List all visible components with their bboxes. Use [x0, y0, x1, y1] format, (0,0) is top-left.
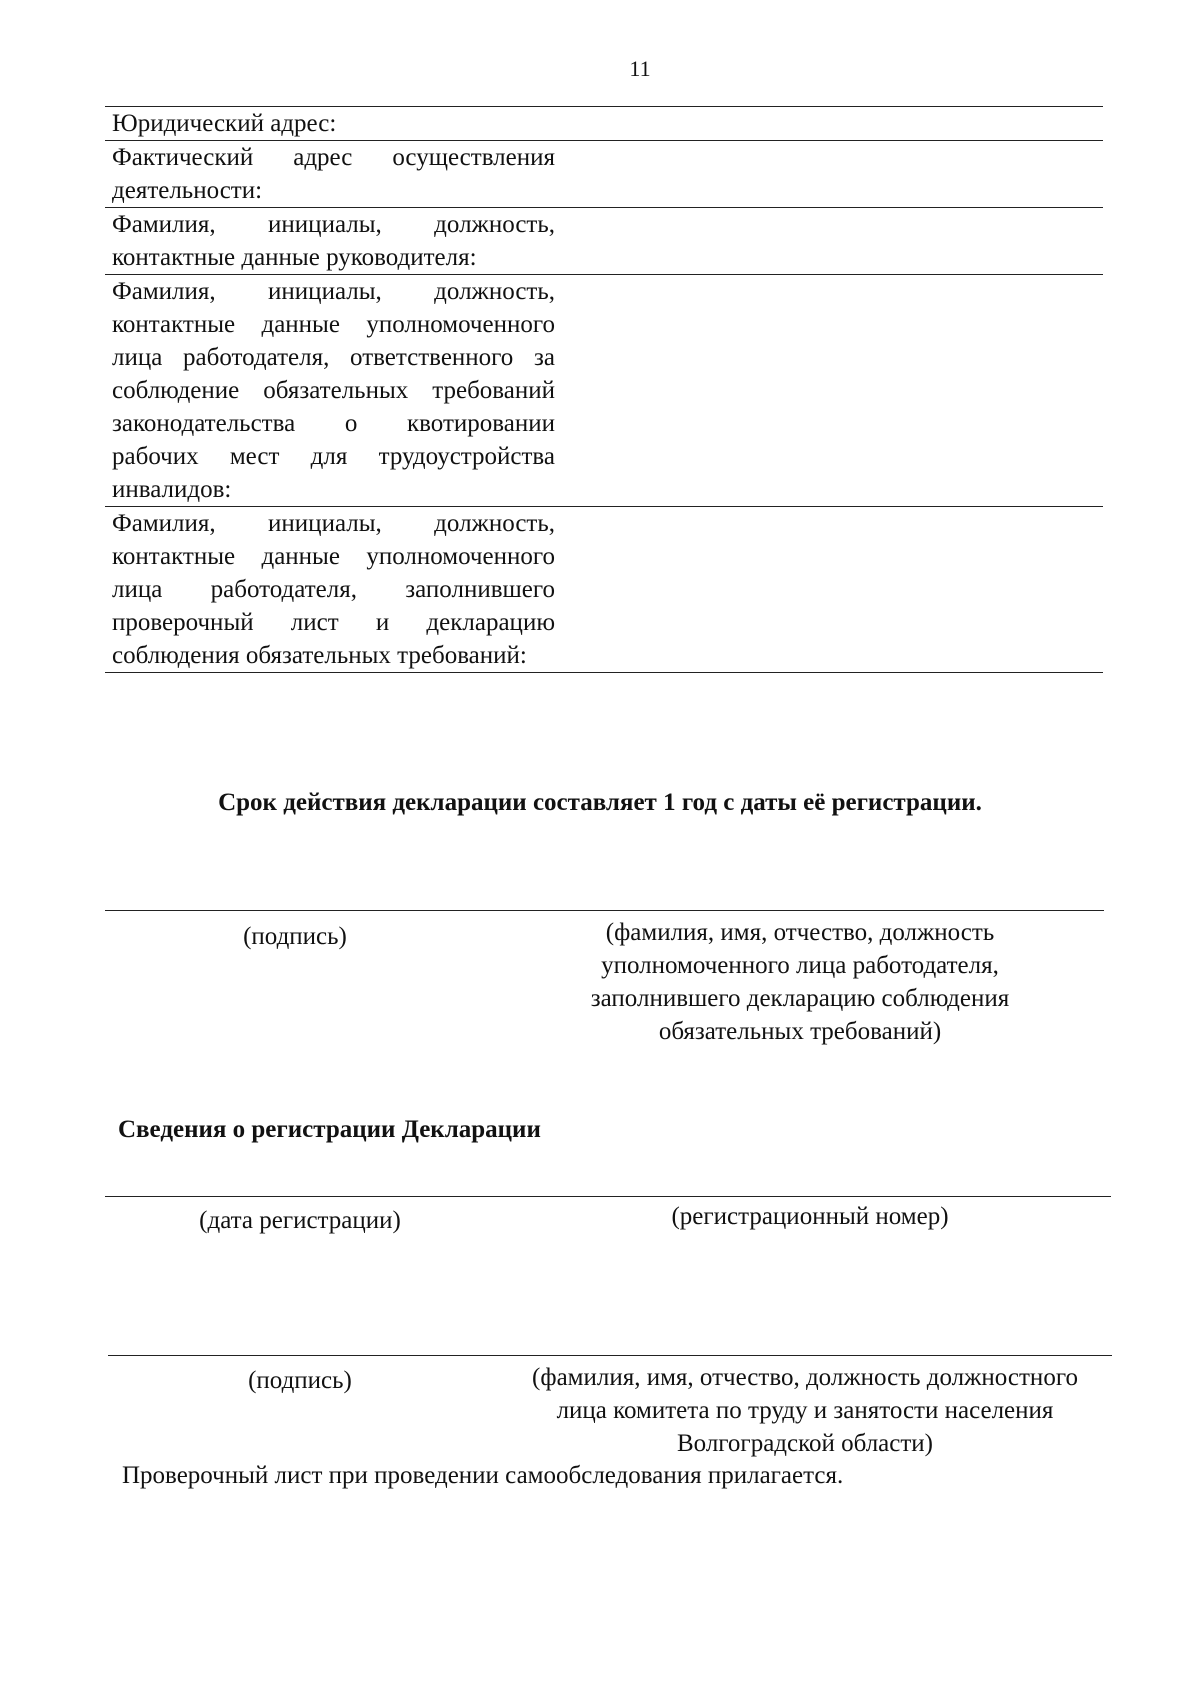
attachment-note: Проверочный лист при проведении самообследования прилагается. [122, 1462, 844, 1489]
registration-date-caption: (дата регистрации) [199, 1207, 401, 1234]
registration-heading: Сведения о регистрации Декларации [118, 1116, 541, 1143]
official-name-caption: (фамилия, имя, отчество, должность должностного лица комитета по труду и занятости населения Волгоградской области) [532, 1364, 1078, 1457]
row-value [561, 141, 1103, 207]
employer-signature-line [105, 910, 1104, 911]
table-row-director [105, 208, 1103, 275]
row-value [561, 507, 1103, 672]
row-label: Юридический адрес: [112, 110, 337, 137]
official-signature-caption: (подпись) [248, 1367, 352, 1394]
validity-note: Срок действия декларации составляет 1 год с даты её регистрации. [218, 789, 982, 816]
row-label: Фамилия, инициалы, должность, контактные данные уполномоченного лица работодателя, заполнившего проверочный лист и декларацию соблюдения обязательных требований: [112, 510, 555, 669]
registration-line [105, 1196, 1111, 1197]
table-row-legal-address [105, 106, 1103, 141]
table-row-quota-responsible [105, 275, 1103, 507]
row-value [561, 107, 1103, 140]
page-number: 11 [629, 56, 651, 81]
table-row-form-filler [105, 507, 1103, 673]
employer-signature-caption: (подпись) [243, 923, 347, 950]
employer-info-table [105, 106, 1103, 673]
row-value [561, 275, 1103, 506]
employer-name-caption: (фамилия, имя, отчество, должность уполномоченного лица работодателя, заполнившего декларацию соблюдения обязательных требований) [590, 919, 1010, 1045]
row-label: Фамилия, инициалы, должность, контактные данные руководителя: [112, 211, 555, 271]
row-value [561, 208, 1103, 274]
registration-number-caption: (регистрационный номер) [671, 1203, 949, 1230]
table-row-actual-address [105, 141, 1103, 208]
row-label: Фактический адрес осуществления деятельности: [112, 144, 555, 204]
official-signature-line [108, 1355, 1112, 1356]
row-label: Фамилия, инициалы, должность, контактные данные уполномоченного лица работодателя, ответственного за соблюдение обязательных требований законодательства о квотировании рабочих мест для трудоустройства инвалидов: [112, 278, 555, 503]
